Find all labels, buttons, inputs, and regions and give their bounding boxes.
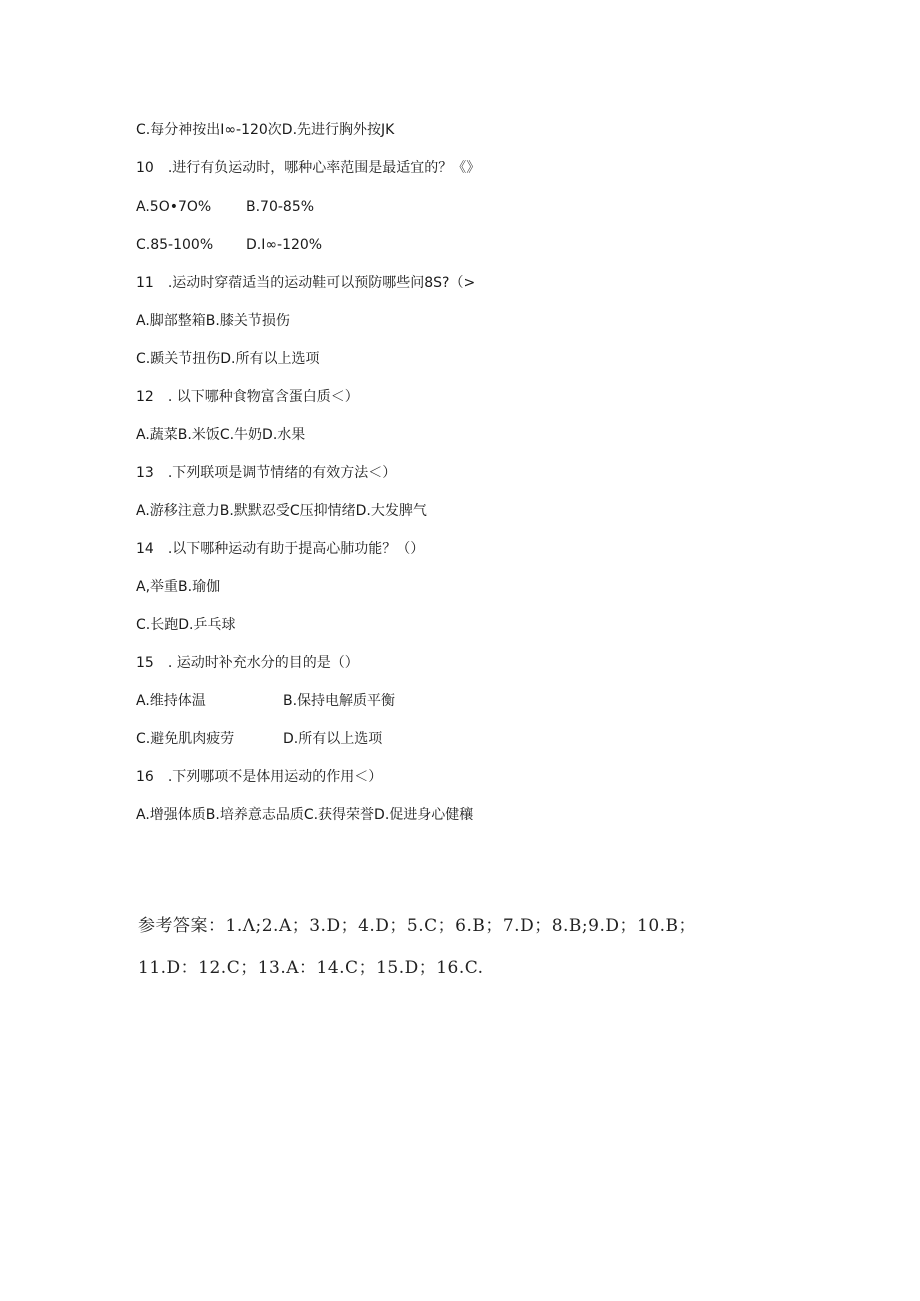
q13-options: A.游移注意力B.默默忍受C压抑情绪D.大发脾气: [136, 503, 427, 519]
q13-text: 13 .下列联项是调节情绪的有效方法＜）: [136, 465, 397, 481]
answer-key-line-2: 11.D：12.C；13.A：14.C；15.D；16.C.: [138, 958, 484, 978]
q15-options-ab: [136, 691, 456, 711]
q11-text: 11 .运动时穿蓿适当的运动鞋可以预防哪些问8S?（>: [136, 275, 476, 291]
q10-option-b: B.70-85%: [246, 199, 315, 215]
q10-option-d: D.I∞-120%: [246, 237, 323, 253]
q14-options-cd: C.长跑D.乒乓球: [136, 617, 236, 633]
q10-option-c: C.85-100%: [136, 237, 214, 253]
q11-options-cd: C.踬关节扭伤D.所有以上选项: [136, 351, 320, 367]
q16-text: 16 .下列哪项不是体用运动的作用＜）: [136, 769, 383, 785]
q10-options-cd: [136, 235, 436, 255]
q15-option-d: D.所有以上选项: [283, 731, 383, 747]
q10-option-a: A.5O•7O%: [136, 199, 212, 215]
q11-options-ab: A.脚部整箱B.膝关节损伤: [136, 313, 290, 329]
q15-option-c: C.避免肌肉疲劳: [136, 731, 235, 747]
answer-key-line-1: 参考答案：1.Λ;2.A；3.D；4.D；5.C；6.B；7.D；8.B;9.D；10.B；: [138, 916, 697, 936]
q10-options-ab: [136, 197, 436, 217]
q15-option-a: A.维持体温: [136, 693, 206, 709]
q14-text: 14 .以下哪种运动有助于提高心肺功能？（）: [136, 541, 425, 557]
q12-options: A.蔬菜B.米饭C.牛奶D.水果: [136, 427, 306, 443]
q15-option-b: B.保持电解质平衡: [283, 693, 396, 709]
q15-text: 15 . 运动时补充水分的目的是（）: [136, 655, 359, 671]
q9-options-cd: C.每分神按出I∞-120次D.先进行胸外按JK: [136, 122, 395, 138]
q10-text: 10 .进行有负运动时，哪种心率范围是最适宜的？《》: [136, 160, 481, 176]
q12-text: 12 . 以下哪种食物富含蛋白质＜）: [136, 389, 359, 405]
q15-options-cd: [136, 729, 456, 749]
q14-options-ab: A,举重B.瑜伽: [136, 579, 221, 595]
q16-options: A.增强体质B.培养意志品质C.获得荣誉D.促进身心健穰: [136, 807, 474, 823]
